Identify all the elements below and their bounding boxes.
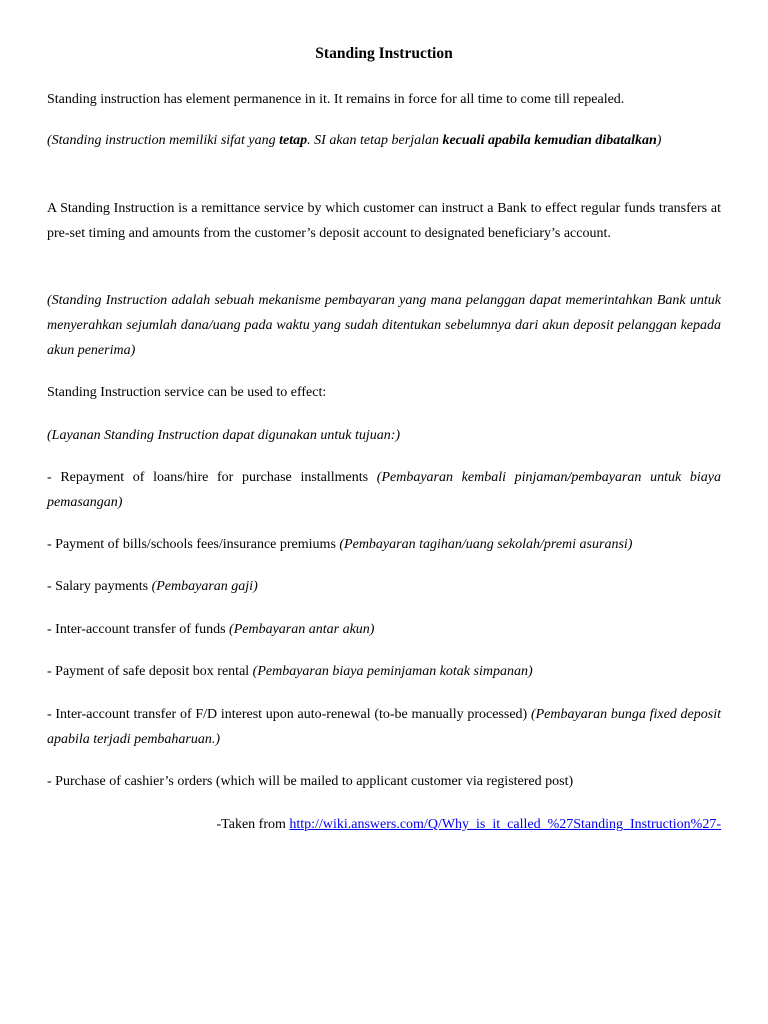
list-item-translation: (Pembayaran antar akun) bbox=[229, 622, 375, 637]
list-item-translation: (Pembayaran gaji) bbox=[151, 579, 258, 594]
list-item bbox=[47, 617, 721, 642]
list-item bbox=[47, 465, 721, 515]
list-item bbox=[47, 659, 721, 684]
list-item-english: - Salary payments bbox=[47, 579, 152, 594]
translation-emphasis-kecuali: kecuali apabila kemudian dibatalkan bbox=[442, 133, 657, 148]
list-item bbox=[47, 702, 721, 752]
source-prefix: -Taken from bbox=[216, 817, 290, 832]
list-item bbox=[47, 769, 721, 794]
list-item bbox=[47, 532, 721, 557]
paragraph-permanence: Standing instruction has element permanence in it. It remains in force for all time to come till repealed. bbox=[47, 92, 625, 107]
translation-text: (Standing instruction memiliki sifat yang bbox=[47, 133, 280, 148]
page-title: Standing Instruction bbox=[315, 45, 453, 62]
list-item-translation: (Pembayaran tagihan/uang sekolah/premi asuransi) bbox=[339, 537, 633, 552]
paragraph-definition-translation: (Standing Instruction adalah sebuah mekanisme pembayaran yang mana pelanggan dapat memerintahkan Bank untuk menyerahkan sejumlah dana/uang pada waktu yang sudah ditentukan sebelumnya dari akun deposit pelanggan kepada akun penerima) bbox=[47, 293, 721, 358]
paragraph-uses-intro-translation: (Layanan Standing Instruction dapat digunakan untuk tujuan:) bbox=[47, 428, 401, 443]
paragraph-definition: A Standing Instruction is a remittance service by which customer can instruct a Bank to effect regular funds transfers at pre-set timing and amounts from the customer’s deposit account to designated beneficiary’s account. bbox=[47, 201, 721, 241]
source-link[interactable]: http://wiki.answers.com/Q/Why_is_it_called_%27Standing_Instruction%27- bbox=[289, 817, 721, 832]
translation-text: ) bbox=[656, 133, 662, 148]
list-item-translation: (Pembayaran biaya peminjaman kotak simpanan) bbox=[252, 664, 533, 679]
list-item-english: - Inter-account transfer of F/D interest upon auto-renewal (to-be manually processed) bbox=[47, 707, 531, 722]
paragraph-permanence-translation bbox=[47, 128, 721, 153]
translation-emphasis-tetap: tetap bbox=[279, 133, 308, 148]
paragraph-uses-intro: Standing Instruction service can be used to effect: bbox=[47, 385, 327, 400]
list-item-english: - Repayment of loans/hire for purchase installments bbox=[47, 470, 377, 485]
source-citation bbox=[47, 812, 721, 837]
list-item-english: - Inter-account transfer of funds bbox=[47, 622, 230, 637]
list-item-english: - Payment of bills/schools fees/insurance premiums bbox=[47, 537, 340, 552]
list-item bbox=[47, 574, 721, 599]
translation-text: . SI akan tetap berjalan bbox=[307, 133, 443, 148]
list-item-translation: (Pembayaran bunga fixed deposit apabila terjadi pembaharuan.) bbox=[47, 707, 721, 747]
list-item-english: - Purchase of cashier’s orders (which will be mailed to applicant customer via registered post) bbox=[47, 774, 574, 789]
list-item-english: - Payment of safe deposit box rental bbox=[47, 664, 253, 679]
list-item-translation: (Pembayaran kembali pinjaman/pembayaran untuk biaya pemasangan) bbox=[47, 470, 721, 510]
